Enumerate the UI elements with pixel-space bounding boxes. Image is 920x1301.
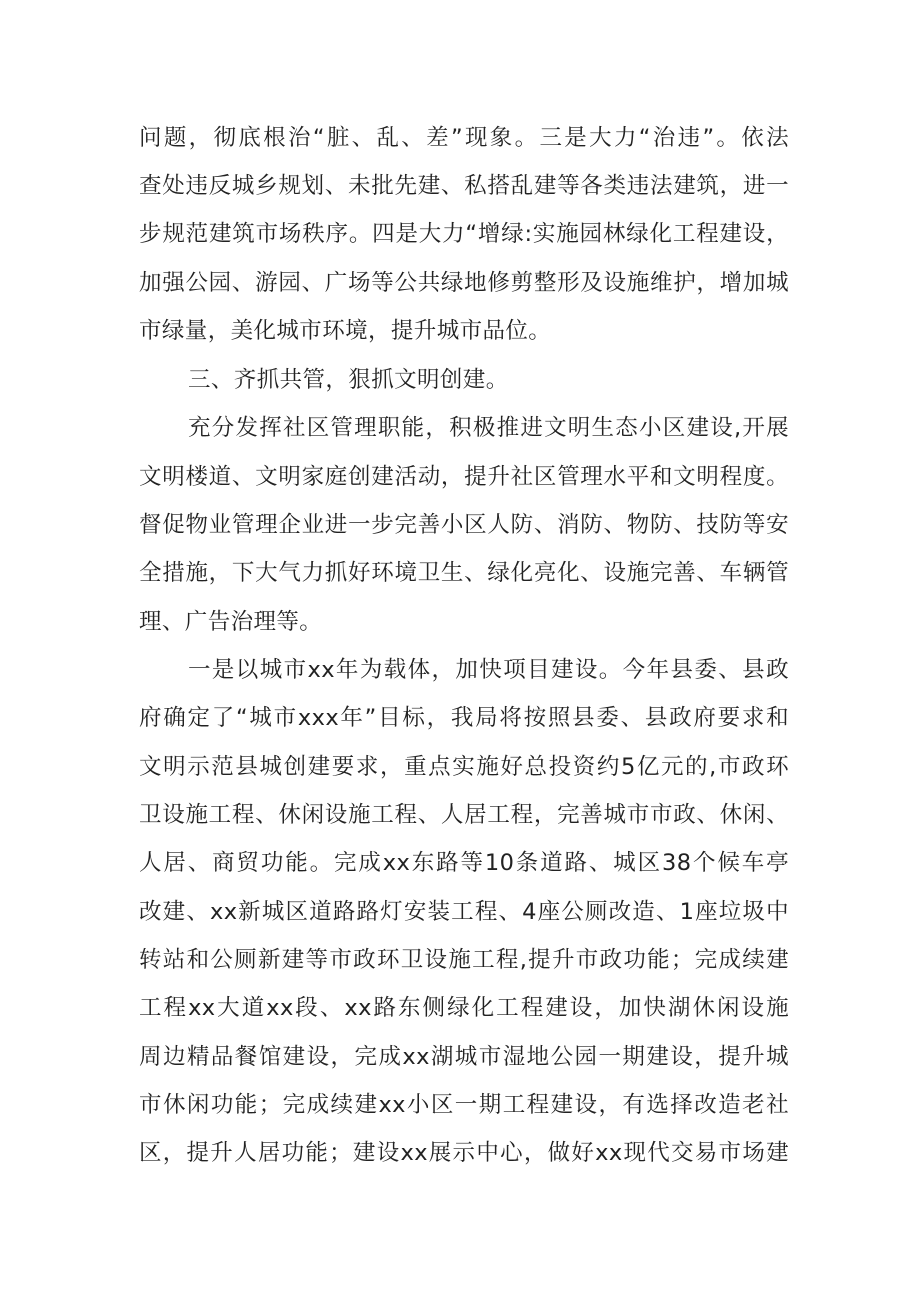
text-line: 区，提升人居功能；建设xx展示中心，做好xx现代交易市场建 [139,1140,789,1166]
section-heading: 三、齐抓共管，狠抓文明创建。 [188,367,509,393]
text-line: 步规范建筑市场秩序。四是大力“增绿:实施园林绿化工程建设， [139,221,789,247]
text-line: 加强公园、游园、广场等公共绿地修剪整形及设施维护，增加城 [139,270,789,296]
text-line: 周边精品餐馆建设，完成xx湖城市湿地公园一期建设，提升城 [139,1044,789,1070]
text-line: 工程xx大道xx段、xx路东侧绿化工程建设，加快湖休闲设施 [139,995,789,1021]
text-line: 市绿量，美化城市环境，提升城市品位。 [139,318,552,344]
text-line: 督促物业管理企业进一步完善小区人防、消防、物防、技防等安 [139,512,789,538]
text-line: 改建、xx新城区道路路灯安装工程、4座公厕改造、1座垃圾中 [139,899,789,925]
text-line: 一是以城市xx年为载体，加快项目建设。今年县委、县政 [188,657,789,683]
text-line: 市休闲功能；完成续建xx小区一期工程建设，有选择改造老社 [139,1092,789,1118]
text-line: 查处违反城乡规划、未批先建、私搭乱建等各类违法建筑，进一 [139,173,789,199]
text-line: 充分发挥社区管理职能，积极推进文明生态小区建设,开展 [188,415,789,441]
text-line: 文明示范县城创建要求，重点实施好总投资约5亿元的,市政环 [139,754,789,780]
text-line: 人居、商贸功能。完成xx东路等10条道路、城区38个候车亭 [139,850,789,876]
text-line: 府确定了“城市xxx年”目标，我局将按照县委、县政府要求和 [139,705,789,731]
text-line: 问题，彻底根治“脏、乱、差”现象。三是大力“治违”。依法 [139,125,789,151]
text-line: 全措施，下大气力抓好环境卫生、绿化亮化、设施完善、车辆管 [139,560,789,586]
text-line: 文明楼道、文明家庭创建活动，提升社区管理水平和文明程度。 [139,464,789,490]
text-line: 卫设施工程、休闲设施工程、人居工程，完善城市市政、休闲、 [139,802,789,828]
text-line: 转站和公厕新建等市政环卫设施工程,提升市政功能；完成续建 [139,947,789,973]
text-line: 理、广告治理等。 [139,609,323,635]
